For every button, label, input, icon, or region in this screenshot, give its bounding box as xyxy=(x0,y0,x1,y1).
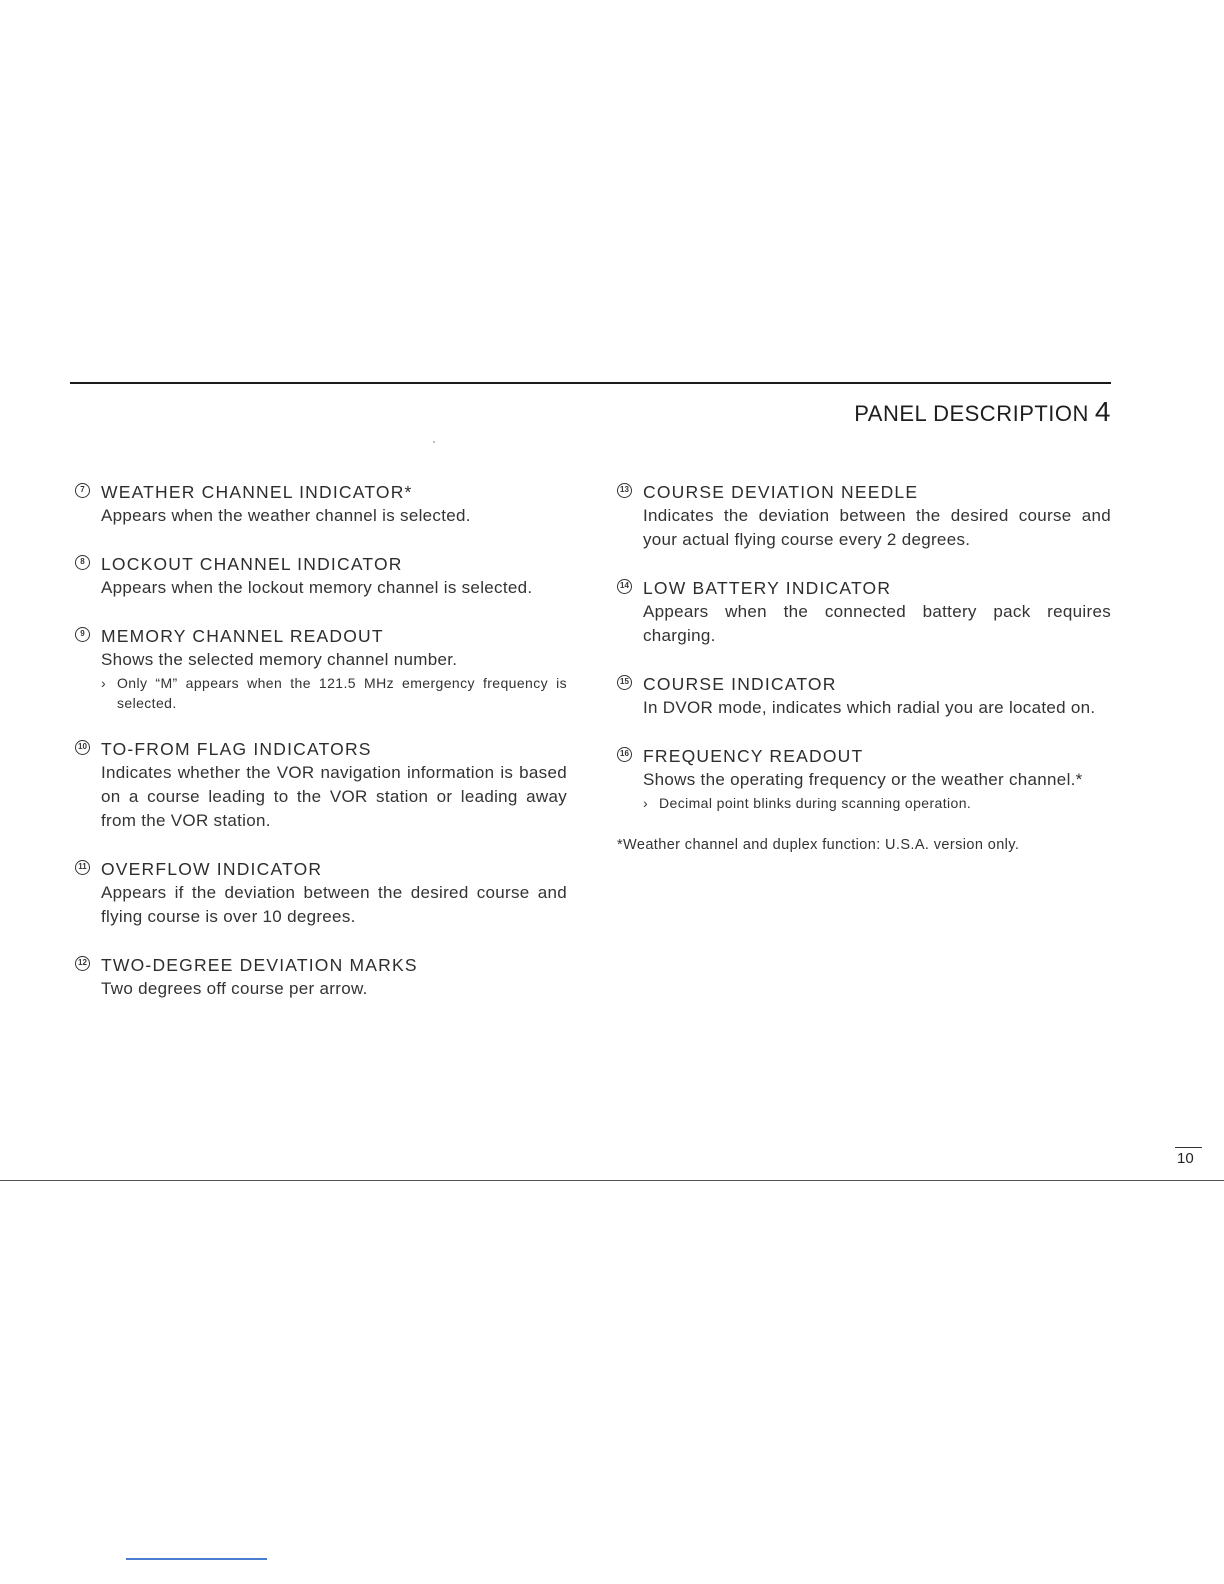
circled-number-icon: 7 xyxy=(75,483,90,498)
item-two-degree-deviation-marks xyxy=(75,953,567,1001)
item-body: Shows the operating frequency or the weather channel.* xyxy=(643,770,1083,789)
item-body: Two degrees off course per arrow. xyxy=(101,979,368,998)
bullet-icon: › xyxy=(643,795,649,811)
circled-number-icon: 9 xyxy=(75,627,90,642)
item-body: Indicates whether the VOR navigation information is based on a course leading to the VOR station or leading away from the VOR station. xyxy=(101,763,567,830)
blue-underline xyxy=(126,1558,267,1560)
circled-number-icon: 10 xyxy=(75,740,90,755)
circled-number-icon: 13 xyxy=(617,483,632,498)
header-title: PANEL DESCRIPTION xyxy=(854,401,1089,426)
bullet-icon: › xyxy=(101,675,107,691)
item-title: COURSE INDICATOR xyxy=(643,674,837,694)
item-frequency-readout xyxy=(617,744,1111,813)
item-memory-channel-readout xyxy=(75,624,567,713)
item-body: In DVOR mode, indicates which radial you are located on. xyxy=(643,698,1096,717)
item-course-indicator xyxy=(617,672,1111,720)
item-overflow-indicator xyxy=(75,857,567,929)
circled-number-icon: 11 xyxy=(75,860,90,875)
item-body: Appears if the deviation between the desired course and flying course is over 10 degrees. xyxy=(101,883,567,926)
right-column xyxy=(617,480,1111,853)
item-course-deviation-needle xyxy=(617,480,1111,552)
left-column xyxy=(75,480,567,1025)
item-low-battery-indicator xyxy=(617,576,1111,648)
item-body: Appears when the weather channel is selected. xyxy=(101,506,471,525)
note-text: Only “M” appears when the 121.5 MHz emergency frequency is selected. xyxy=(117,675,567,711)
circled-number-icon: 15 xyxy=(617,675,632,690)
item-to-from-flag-indicators xyxy=(75,737,567,833)
circled-number-icon: 12 xyxy=(75,956,90,971)
item-title: OVERFLOW INDICATOR xyxy=(101,859,323,879)
note-text: Decimal point blinks during scanning operation. xyxy=(659,795,972,811)
header-rule xyxy=(70,382,1111,384)
item-title: COURSE DEVIATION NEEDLE xyxy=(643,482,919,502)
item-body: Appears when the lockout memory channel is selected. xyxy=(101,578,533,597)
item-body: Appears when the connected battery pack requires charging. xyxy=(643,602,1111,645)
circled-number-icon: 8 xyxy=(75,555,90,570)
item-title: LOCKOUT CHANNEL INDICATOR xyxy=(101,554,403,574)
item-body: Indicates the deviation between the desired course and your actual flying course every 2 degrees. xyxy=(643,506,1111,549)
footer-rule xyxy=(0,1180,1224,1181)
item-weather-channel-indicator xyxy=(75,480,567,528)
section-number: 4 xyxy=(1094,396,1111,427)
circled-number-icon: 16 xyxy=(617,747,632,762)
circled-number-icon: 14 xyxy=(617,579,632,594)
item-note xyxy=(101,673,567,713)
page-number: 10 xyxy=(1175,1147,1202,1167)
page-header xyxy=(854,396,1111,428)
item-body: Shows the selected memory channel number. xyxy=(101,650,458,669)
item-note xyxy=(643,793,1111,813)
speck xyxy=(433,441,435,443)
item-title: FREQUENCY READOUT xyxy=(643,746,864,766)
footnote: *Weather channel and duplex function: U.S.A. version only. xyxy=(617,837,1020,853)
item-title: WEATHER CHANNEL INDICATOR* xyxy=(101,482,413,502)
item-title: LOW BATTERY INDICATOR xyxy=(643,578,892,598)
item-title: TWO-DEGREE DEVIATION MARKS xyxy=(101,955,418,975)
item-lockout-channel-indicator xyxy=(75,552,567,600)
item-title: MEMORY CHANNEL READOUT xyxy=(101,626,384,646)
item-title: TO-FROM FLAG INDICATORS xyxy=(101,739,372,759)
